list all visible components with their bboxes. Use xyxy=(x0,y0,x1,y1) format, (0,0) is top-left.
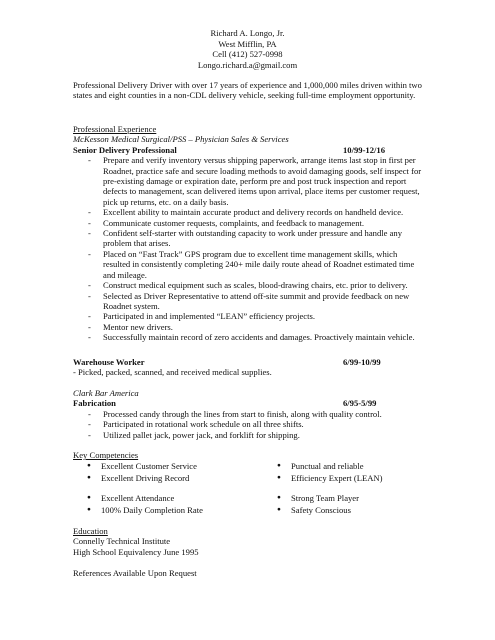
school: Connelly Technical Institute xyxy=(73,536,171,547)
bullet: - Participated in and implemented “LEAN” efficiency projects. xyxy=(73,311,423,321)
job-description: - Picked, packed, scanned, and received medical supplies. xyxy=(73,367,272,378)
education-heading: Education xyxy=(73,526,108,536)
job-clark-bar xyxy=(73,388,423,440)
bullet: - Excellent ability to maintain accurate product and delivery records on handheld device. xyxy=(73,207,423,217)
bullet: - Placed on “Fast Track” GPS program due to excellent time management skills, which resulted in consistently completing 240+ mile daily route ahead of Roadnet estimated time and mileage. xyxy=(73,249,423,280)
experience-heading: Professional Experience xyxy=(73,124,157,134)
spacer xyxy=(73,484,203,492)
competency-item: ● Safety Conscious xyxy=(263,504,382,516)
job-senior-delivery xyxy=(73,145,423,155)
job-header xyxy=(73,357,423,367)
job-bullets xyxy=(73,409,423,440)
name: Richard A. Longo, Jr. xyxy=(210,28,285,38)
bullet: - Communicate customer requests, complaints, and feedback to management. xyxy=(73,218,423,228)
job-bullets xyxy=(73,155,423,342)
competency-item: ● Efficiency Expert (LEAN) xyxy=(263,472,382,484)
bullet: - Utilized pallet jack, power jack, and forklift for shipping. xyxy=(73,430,423,440)
bullet: - Prepare and verify inventory versus shipping paperwork, arrange items last stop in first per Roadnet, practice safe and secure loading methods to avoid damaging goods, self inspect for pre-existing damage or expiration date, perform pre and post truck inspection and report defects to management, scan delivered items upon arrival, place items per customer request, pick up returns, etc. on a daily basis. xyxy=(73,155,423,207)
competencies-left xyxy=(73,460,203,516)
city: West Mifflin, PA xyxy=(218,38,277,49)
phone: Cell (412) 527-0998 xyxy=(212,49,283,60)
job-title: Fabrication xyxy=(73,398,116,409)
job-dates: 6/95-5/99 xyxy=(343,398,377,409)
competency-item: ● Excellent Customer Service xyxy=(73,460,203,472)
job-title: Warehouse Worker xyxy=(73,357,145,367)
job-header xyxy=(73,398,423,408)
contact-header xyxy=(0,28,495,70)
competency-item: ● 100% Daily Completion Rate xyxy=(73,504,203,516)
competencies-heading xyxy=(73,450,423,460)
education-section xyxy=(73,526,423,557)
job-dates: 10/99-12/16 xyxy=(343,144,386,155)
bullet: - Construct medical equipment such as scales, blood-drawing chairs, etc. prior to delivery. xyxy=(73,280,423,290)
degree: High School Equivalency June 1995 xyxy=(73,546,199,557)
bullet: - Confident self-starter with outstanding capacity to work under pressure and handle any problem that arises. xyxy=(73,228,423,249)
bullet: - Participated in rotational work schedule on all three shifts. xyxy=(73,419,423,429)
experience-section xyxy=(73,124,423,343)
job-warehouse xyxy=(73,357,423,378)
competency-item: ● Excellent Attendance xyxy=(73,492,203,504)
competency-item: ● Punctual and reliable xyxy=(263,460,382,472)
job-dates: 6/99-10/99 xyxy=(343,357,381,367)
company-clark-bar: Clark Bar America xyxy=(73,388,139,398)
summary: Professional Delivery Driver with over 17 years of experience and 1,000,000 miles driven within two states and eight counties in a non-CDL delivery vehicle, seeking full-time employment opportunity. xyxy=(73,80,422,101)
email: Longo.richard.a@gmail.com xyxy=(197,59,298,70)
references: References Available Upon Request xyxy=(73,568,197,578)
job-title: Senior Delivery Professional xyxy=(73,144,177,155)
competency-item: ● Strong Team Player xyxy=(263,492,382,504)
spacer xyxy=(263,484,382,492)
section-heading: Key Competencies xyxy=(73,450,139,460)
competencies-right xyxy=(263,460,382,516)
bullet: - Selected as Driver Representative to attend off-site summit and provide feedback on new Roadnet system. xyxy=(73,291,423,312)
competency-item: ● Excellent Driving Record xyxy=(73,472,203,484)
bullet: - Mentor new drivers. xyxy=(73,322,423,332)
bullet: - Successfully maintain record of zero accidents and damages. Proactively maintain vehicle. xyxy=(73,332,423,342)
company-mckesson: McKesson Medical Surgical/PSS – Physician Sales & Services xyxy=(73,134,289,145)
bullet: - Processed candy through the lines from start to finish, along with quality control. xyxy=(73,409,423,419)
